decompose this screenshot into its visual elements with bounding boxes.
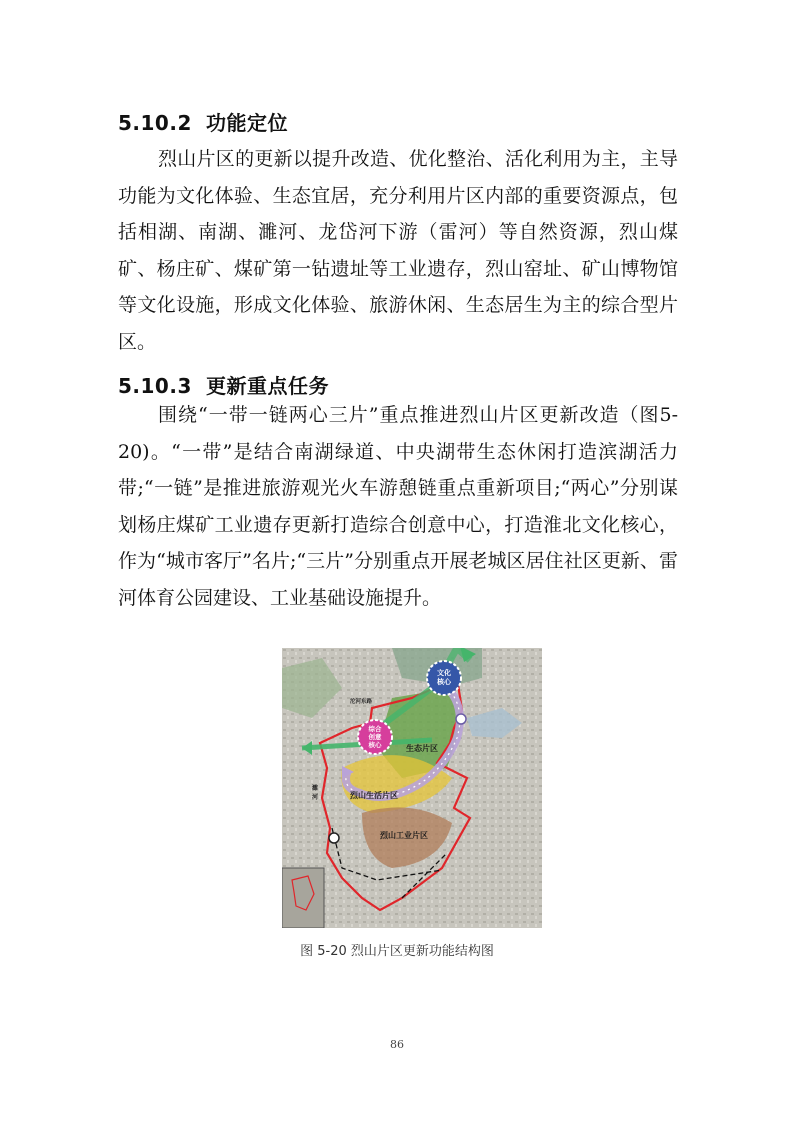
- living-zone-label: 烈山生活片区: [350, 791, 398, 800]
- river-label: 濉: [311, 785, 319, 792]
- culture-core-label: 核心: [437, 678, 451, 686]
- section-number: 5.10.2: [118, 111, 192, 135]
- creative-core-label: 综合: [368, 725, 382, 733]
- section-number: 5.10.3: [118, 374, 192, 398]
- station-marker-icon: [456, 714, 466, 724]
- road-label: 沱河东路: [349, 699, 373, 705]
- culture-core-label: 文化: [437, 669, 451, 677]
- industrial-zone-label: 烈山工业片区: [380, 831, 428, 840]
- eco-zone-label: 生态片区: [406, 744, 438, 753]
- station-marker-icon: [329, 833, 339, 843]
- section-heading-tasks: [118, 370, 329, 399]
- section-title: 功能定位: [206, 111, 288, 135]
- page-number: 86: [390, 1038, 404, 1051]
- paragraph-key-tasks: 围绕“一带一链两心三片”重点推进烈山片区更新改造（图5-20)。“一带”是结合南湖绿道、中央湖带生态休闲打造滨湖活力带;“一链”是推进旅游观光火车游憩链重点重新项目;“两心”分别谋划杨庄煤矿工业遗存更新打造综合创意中心，打造淮北文化核心，作为“城市客厅”名片;“三片”分别重点开展老城区居住社区更新、雷河体育公园建设、工业基础设施提升。: [118, 404, 678, 609]
- paragraph-function-positioning: 烈山片区的更新以提升改造、优化整治、活化利用为主，主导功能为文化体验、生态宜居，充分利用片区内部的重要资源点，包括相湖、南湖、濉河、龙岱河下游（雷河）等自然资源，烈山煤矿、杨庄矿、煤矿第一钻遗址等工业遗存，烈山窑址、矿山博物馆等文化设施，形成文化体验、旅游休闲、生态居生为主的综合型片区。: [118, 148, 678, 353]
- structure-map: [282, 648, 542, 928]
- creative-core-label: 创意: [368, 733, 382, 741]
- structure-map-figure: [282, 648, 542, 928]
- river-label: 河: [311, 794, 319, 801]
- section-heading-function: [118, 107, 288, 136]
- section-title: 更新重点任务: [206, 374, 329, 398]
- figure-caption: 图 5-20 烈山片区更新功能结构图: [300, 944, 494, 959]
- creative-core-label: 核心: [368, 741, 382, 749]
